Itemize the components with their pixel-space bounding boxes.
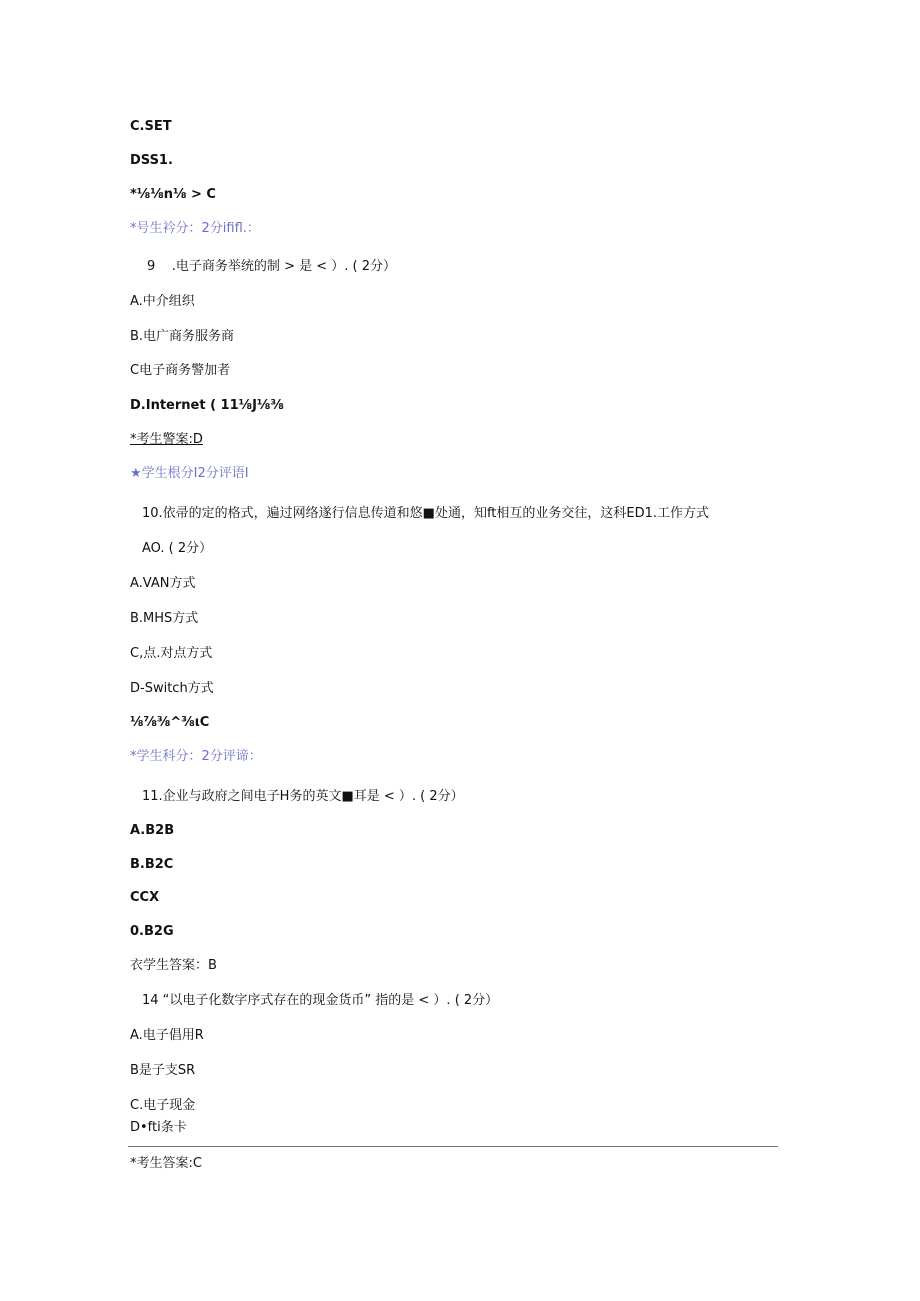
score-comment-10: *学生科分：2分评谛：: [130, 749, 262, 764]
student-answer-8: *⅛⅛n⅛ > C: [130, 187, 216, 202]
option-9c: C电子商务警加者: [130, 363, 231, 378]
question-9: 9 .电子商务举统的制 > 是 < ）. ( 2分）: [147, 259, 396, 274]
option-14d: D•fti条卡: [130, 1120, 187, 1135]
score-comment-8: *号生衿分：2分ififl.：: [130, 221, 260, 236]
option-c-set: C.SET: [130, 119, 172, 134]
option-9b: B.电广商务服务商: [130, 329, 235, 344]
option-10a: A.VAN方式: [130, 576, 196, 591]
option-11b: B.B2C: [130, 857, 174, 872]
page-divider: [128, 1146, 778, 1147]
student-answer-10: ⅛⅞⅜^⅜ιC: [130, 715, 210, 730]
option-10b: B.MHS方式: [130, 611, 199, 626]
option-9a: A.中介组织: [130, 294, 195, 309]
option-14c: C.电子现金: [130, 1098, 196, 1113]
option-11c: CCX: [130, 890, 160, 905]
student-answer-14: *考生答案:C: [130, 1156, 202, 1171]
student-answer-9: *考生警案:D: [130, 432, 203, 447]
score-comment-9: ★学生根分I2分评语I: [130, 466, 249, 481]
option-11a: A.B2B: [130, 823, 175, 838]
option-9d: D.Internet ( 11⅛J⅛⅜: [130, 398, 284, 413]
question-10-continued: AO. ( 2分）: [142, 541, 213, 556]
option-11d: 0.B2G: [130, 924, 174, 939]
student-answer-11: 衣学生答案：B: [130, 958, 217, 973]
option-dss1: DSS1.: [130, 153, 173, 168]
option-14a: A.电子倡用R: [130, 1028, 204, 1043]
question-14: 14 “以电子化数字序式存在的现金货币” 指的是 < ）. ( 2分）: [142, 993, 499, 1008]
option-10c: C,点.对点方式: [130, 646, 213, 661]
question-10: 10.依帚的定的格式，遍过网络遂行信息传道和悠■处通，知ft相互的业务交往，这科ED1.工作方式: [142, 506, 710, 521]
question-11: 11.企业与政府之间电子H务的英文■耳是 < ）. ( 2分）: [142, 789, 464, 804]
option-14b: B是子支SR: [130, 1063, 196, 1078]
option-10d: D-Switch方式: [130, 681, 214, 696]
